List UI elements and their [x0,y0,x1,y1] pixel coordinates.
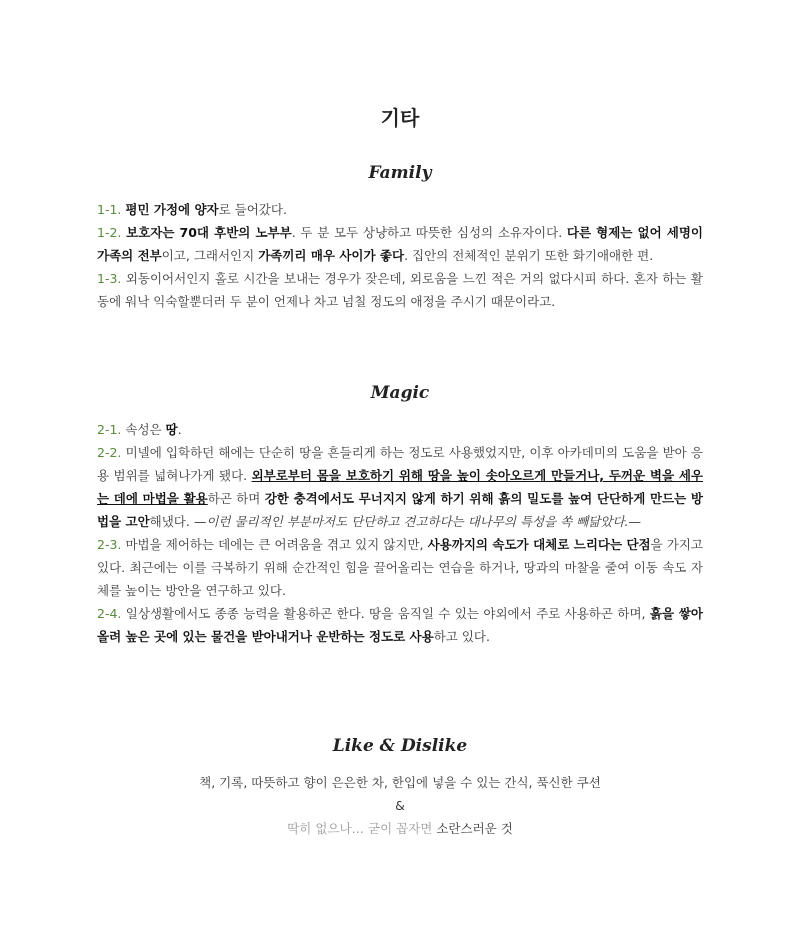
bold-text: 가족끼리 매우 사이가 좋다 [258,248,405,263]
item-number: 2-2. [97,445,122,460]
bold-text: 평민 가정에 양자 [125,202,219,217]
bold-text: 다른 형제는 없어 세명이 가족의 전부 [97,225,703,263]
bold-text: 흙을 쌓아 올려 높은 곳에 있는 물건을 받아내거나 운반하는 정도로 사용 [97,606,703,644]
text: 하곤 하며 [207,491,265,506]
text: . [177,422,182,437]
magic-item-3 [97,533,703,602]
item-number: 1-3. [97,271,122,286]
text: 이고, 그래서인지 [161,248,259,263]
item-number: 1-2. [97,225,122,240]
text: 미넬에 입학하던 해에는 단순히 땅을 흔들리게 하는 정도로 사용했었지만, 이후 아카데미의 도움을 받아 응용 범위를 넓혀나가게 됐다. [97,445,703,483]
bold-text: 땅 [165,422,178,437]
family-item-3 [97,267,703,313]
family-item-1 [97,198,703,221]
item-number: 2-1. [97,422,122,437]
text: 하고 있다. [433,629,490,644]
like-dislike-heading: Like & Dislike [332,736,468,756]
item-number: 2-3. [97,537,122,552]
item-number: 1-1. [97,202,122,217]
magic-section [97,418,703,648]
item-number: 2-4. [97,606,122,621]
page-title: 기타 [380,106,420,130]
likes-line: 책, 기록, 따뜻하고 향이 은은한 차, 한입에 넣을 수 있는 간식, 푹신한 쿠션 [199,775,601,790]
muted-text: 딱히 없으나… 굳이 꼽자면 [287,821,437,836]
text: . 집안의 전체적인 분위기 또한 화기애애한 편. [404,248,654,263]
text: 마법을 제어하는 데에는 큰 어려움을 겪고 있지 않지만, [121,537,428,552]
text: 속성은 [121,422,166,437]
dislike-text: 소란스러운 것 [436,821,513,836]
dislikes-line [0,817,800,840]
text: . 두 분 모두 상냥하고 따뜻한 심성의 소유자이다. [291,225,567,240]
text: 로 들어갔다. [218,202,287,217]
magic-item-1 [97,418,703,441]
magic-item-2 [97,441,703,533]
family-heading: Family [368,163,432,183]
bold-text: 보호자는 70대 후반의 노부부 [126,225,292,240]
family-section [97,198,703,313]
bold-text: 강한 충격에서도 무너지지 않게 하기 위해 흙의 밀도를 높여 단단하게 만드는 방법을 고안 [97,491,704,529]
family-item-2 [97,221,703,267]
text: 일상생활에서도 종종 능력을 활용하곤 한다. 땅을 움직일 수 있는 야외에서 주로 사용하곤 하며, [121,606,650,621]
ampersand: & [395,798,405,813]
text: 을 가지고 있다. 최근에는 이를 극복하기 위해 순간적인 힘을 끌어올리는 연습을 하거나, 땅과의 마찰을 줄여 이동 속도 자체를 높이는 방안을 연구하고 있다. [97,537,704,598]
italic-text: —이런 물리적인 부분마저도 단단하고 견고하다는 대나무의 특성을 쏙 빼닮았다.— [193,514,642,529]
underlined-bold-text: 외부로부터 몸을 보호하기 위해 땅을 높이 솟아오르게 만들거나, 두꺼운 벽을 세우는 데에 마법을 활용 [97,468,703,506]
text: 해냈다. [149,514,194,529]
bold-text: 사용까지의 속도가 대체로 느리다는 단점 [427,537,651,552]
magic-heading: Magic [370,383,430,403]
magic-item-4 [97,602,703,648]
text: 외동이어서인지 홀로 시간을 보내는 경우가 잦은데, 외로움을 느낀 적은 거의 없다시피 하다. 혼자 하는 활동에 워낙 익숙할뿐더러 두 분이 언제나 차고 넘칠 정도의 애정을 주시기 때문이라고. [97,271,703,309]
